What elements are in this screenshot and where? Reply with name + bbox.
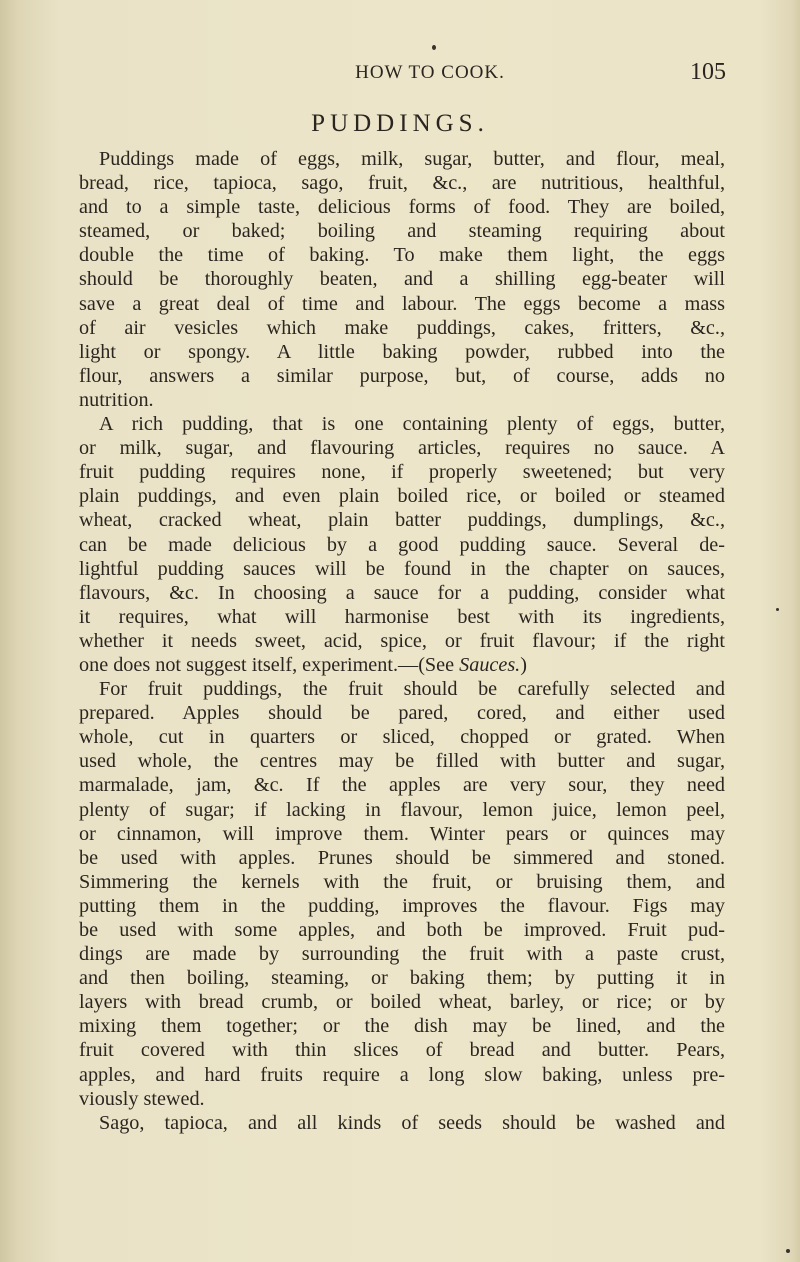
text-segment: ) xyxy=(520,653,527,676)
text-line: plain puddings, and even plain boiled rice, or boiled or steamed xyxy=(79,485,725,508)
text-line: marmalade, jam, &c. If the apples are very sour, they need xyxy=(79,774,725,797)
cross-reference: Sauces. xyxy=(459,653,521,676)
text-line: Puddings made of eggs, milk, sugar, butter, and flour, meal, xyxy=(99,148,725,170)
text-line: and to a simple taste, delicious forms of food. They are boiled, xyxy=(79,196,725,219)
text-line: Sago, tapioca, and all kinds of seeds should be washed and xyxy=(99,1111,725,1134)
text-line: mixing them together; or the dish may be lined, and the xyxy=(79,1015,725,1038)
running-head: HOW TO COOK. xyxy=(355,62,505,83)
text-line: save a great deal of time and labour. The eggs become a mass xyxy=(79,292,725,315)
text-line xyxy=(79,653,725,677)
text-line: be used with apples. Prunes should be simmered and stoned. xyxy=(79,846,725,869)
text-line: nutrition. xyxy=(79,388,154,411)
section-title: PUDDINGS. xyxy=(311,110,489,137)
body-text xyxy=(79,147,725,1135)
text-line: double the time of baking. To make them light, the eggs xyxy=(79,244,725,267)
page-header xyxy=(0,59,800,92)
text-line: used whole, the centres may be filled with butter and sugar, xyxy=(79,750,725,773)
text-line: A rich pudding, that is one containing plenty of eggs, butter, xyxy=(99,413,725,436)
text-line: it requires, what will harmonise best with its ingredients, xyxy=(79,605,725,628)
text-segment: one does not suggest itself, experiment.—(See xyxy=(79,653,460,676)
text-line: Simmering the kernels with the fruit, or bruising them, and xyxy=(79,870,725,893)
text-line: flour, answers a similar purpose, but, of course, adds no xyxy=(79,364,725,387)
text-line: fruit covered with thin slices of bread and butter. Pears, xyxy=(79,1039,725,1062)
text-line: steamed, or baked; boiling and steaming requiring about xyxy=(79,220,725,243)
text-line: For fruit puddings, the fruit should be carefully selected and xyxy=(99,678,725,701)
text-line: lightful pudding sauces will be found in the chapter on sauces, xyxy=(79,557,725,580)
text-line: of air vesicles which make puddings, cakes, fritters, &c., xyxy=(79,316,725,339)
text-line: whole, cut in quarters or sliced, chopped or grated. When xyxy=(79,726,725,749)
text-line: prepared. Apples should be pared, cored, and either used xyxy=(79,702,725,725)
text-line: whether it needs sweet, acid, spice, or fruit flavour; if the right xyxy=(79,629,725,652)
text-line: be used with some apples, and both be improved. Fruit pud- xyxy=(79,919,725,941)
text-line: dings are made by surrounding the fruit with a paste crust, xyxy=(79,943,725,966)
text-line: or cinnamon, will improve them. Winter pears or quinces may xyxy=(79,822,725,845)
text-line: wheat, cracked wheat, plain batter puddings, dumplings, &c., xyxy=(79,509,725,532)
text-line: bread, rice, tapioca, sago, fruit, &c., are nutritious, healthful, xyxy=(79,172,725,195)
text-line: apples, and hard fruits require a long slow baking, unless pre- xyxy=(79,1063,725,1086)
ink-speck xyxy=(432,45,436,50)
text-line: fruit pudding requires none, if properly sweetened; but very xyxy=(79,461,725,484)
text-line: putting them in the pudding, improves the flavour. Figs may xyxy=(79,894,725,917)
ink-speck xyxy=(776,608,779,611)
text-line: layers with bread crumb, or boiled wheat, barley, or rice; or by xyxy=(79,991,725,1014)
page-number: 105 xyxy=(690,59,726,85)
text-line: light or spongy. A little baking powder, rubbed into the xyxy=(79,340,725,363)
text-line: viously stewed. xyxy=(79,1087,205,1110)
text-line: plenty of sugar; if lacking in flavour, lemon juice, lemon peel, xyxy=(79,798,725,821)
text-line: can be made delicious by a good pudding sauce. Several de- xyxy=(79,533,725,556)
ink-speck xyxy=(786,1249,790,1253)
text-line: or milk, sugar, and flavouring articles, requires no sauce. A xyxy=(79,437,725,460)
text-line: and then boiling, steaming, or baking them; by putting it in xyxy=(79,967,725,990)
text-line: should be thoroughly beaten, and a shilling egg-beater will xyxy=(79,268,725,291)
text-line: flavours, &c. In choosing a sauce for a pudding, consider what xyxy=(79,581,725,604)
